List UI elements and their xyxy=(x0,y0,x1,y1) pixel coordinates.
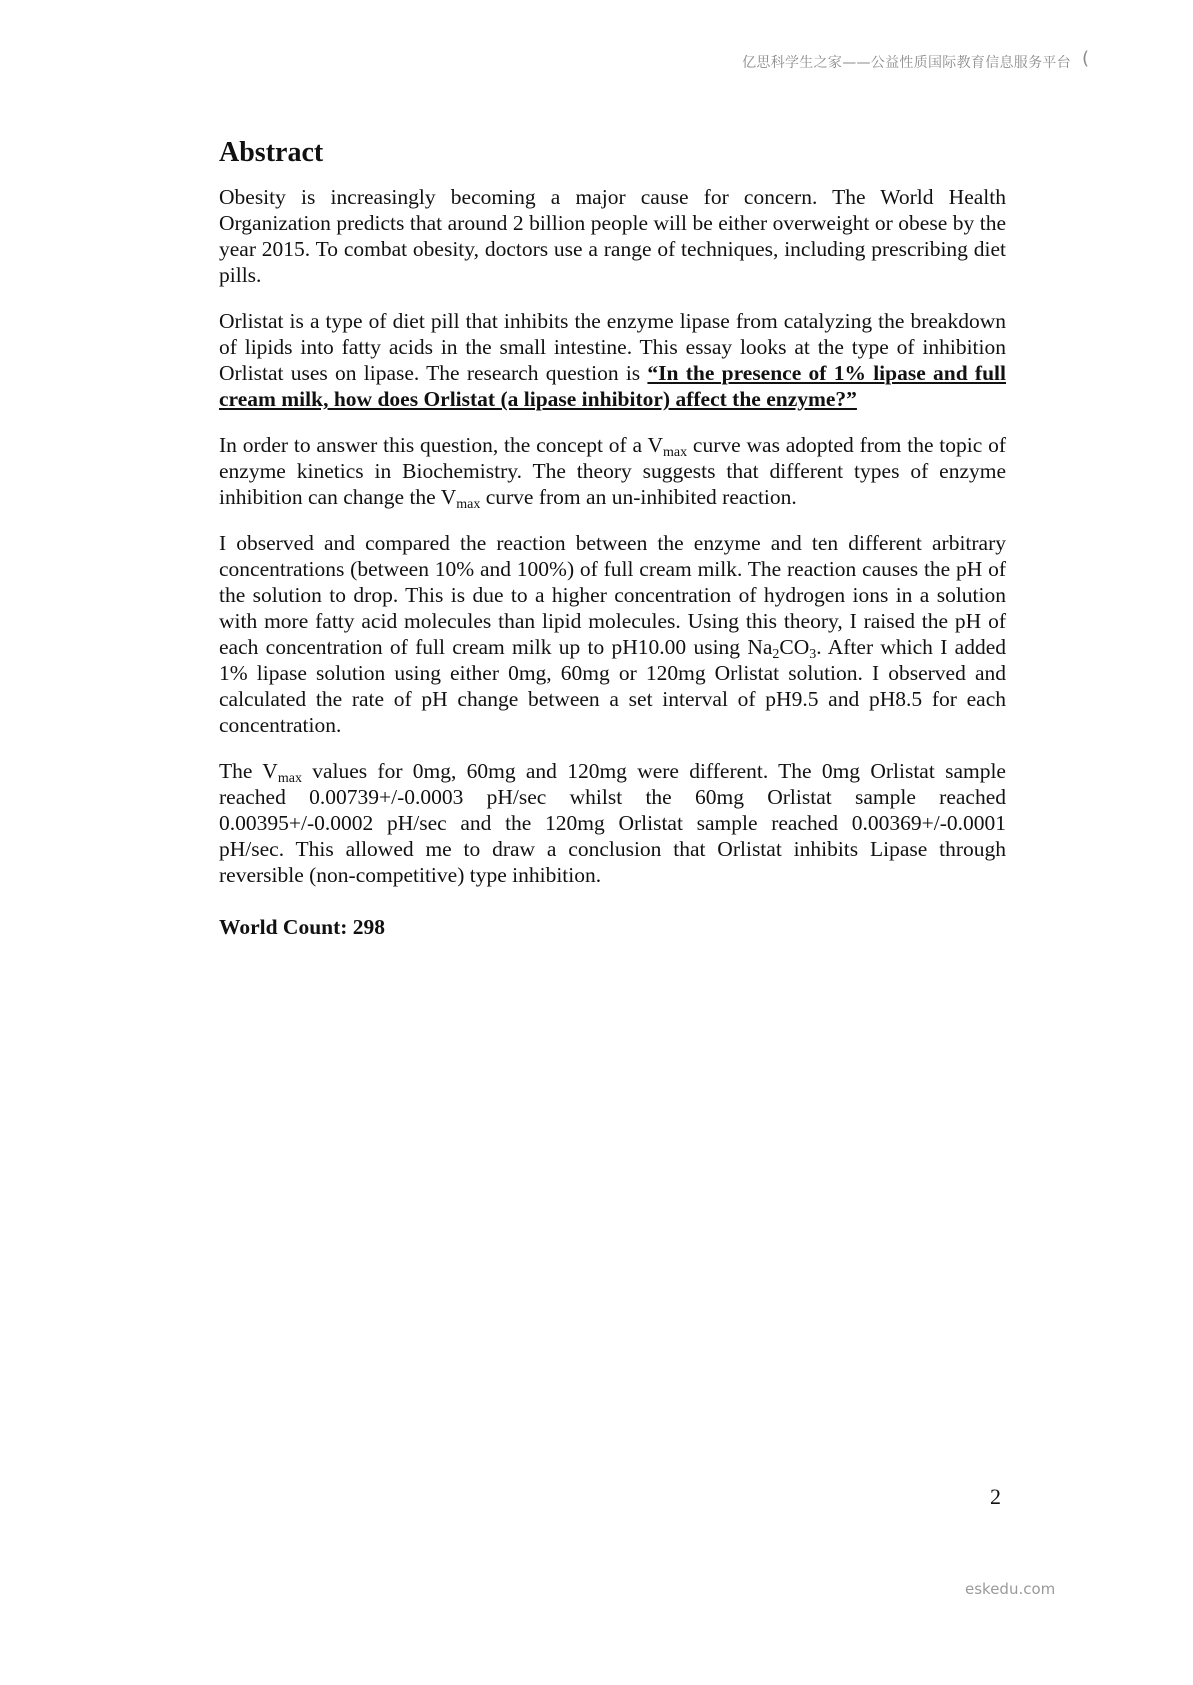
paragraph-method xyxy=(219,530,1006,738)
method-text-1: I observed and compared the reaction between the enzyme and ten different arbitrary concentrations (between 10% and 100%) of full cream milk. The reaction causes the pH of the solution to drop. This is due to a higher concentration of hydrogen ions in a solution with more fatty acid molecules than lipid molecules. Using this theory, I raised the pH of each concentration of full cream milk up to pH10.00 using Na xyxy=(219,531,1006,659)
method-text-co: CO xyxy=(779,635,810,659)
page-number: 2 xyxy=(990,1484,1001,1509)
paragraph-vmax-concept xyxy=(219,432,1006,510)
vmax-subscript-2: max xyxy=(456,497,481,512)
vmax-subscript-1: max xyxy=(663,445,688,460)
vmax-text-2: curve was adopted from the topic of enzyme kinetics in Biochemistry. The theory suggests that different types of enzyme inhibition can change the V xyxy=(219,433,1007,509)
abstract-heading: Abstract xyxy=(219,137,324,168)
paragraph-orlistat xyxy=(219,308,1006,412)
method-text-2: . After which I added 1% lipase solution using either 0mg, 60mg or 120mg Orlistat solution. I observed and calculated the rate of pH change between a set interval of pH9.5 and pH8.5 for each concentration. xyxy=(219,635,1006,737)
results-text-2: values for 0mg, 60mg and 120mg were different. The 0mg Orlistat sample reached 0.00739+/-0.0003 pH/sec whilst the 60mg Orlistat sample reached 0.00395+/-0.0002 pH/sec and the 120mg Orlistat sample reached 0.00369+/-0.0001 pH/sec. This allowed me to draw a conclusion that Orlistat inhibits Lipase through reversible (non-competitive) type inhibition. xyxy=(219,759,1006,887)
paragraph-orlistat-text: Orlistat is a type of diet pill that inhibits the enzyme lipase from catalyzing the breakdown of lipids into fatty acids in the small intestine. This essay looks at the type of inhibition Orlistat uses on lipase. The research question is xyxy=(219,309,1006,385)
co3-subscript: 3 xyxy=(809,647,817,662)
results-text-1: The V xyxy=(219,759,278,783)
vmax-text-3: curve from an un-inhibited reaction. xyxy=(480,485,797,509)
header-site-title: 亿思科学生之家——公益性质国际教育信息服务平台 xyxy=(742,55,1071,71)
na2-subscript: 2 xyxy=(772,647,780,662)
results-vmax-subscript: max xyxy=(277,771,302,786)
word-count: World Count: 298 xyxy=(219,915,386,939)
research-question: “In the presence of 1% lipase and full cream milk, how does Orlistat (a lipase inhibitor) affect the enzyme?” xyxy=(219,361,1006,411)
vmax-text-1: In order to answer this question, the concept of a V xyxy=(219,433,664,457)
footer-site: eskedu.com xyxy=(965,1580,1056,1598)
document-body xyxy=(219,136,1006,940)
paragraph-obesity: Obesity is increasingly becoming a major cause for concern. The World Health Organization predicts that around 2 billion people will be either overweight or obese by the year 2015. To combat obesity, doctors use a range of techniques, including prescribing diet pills. xyxy=(219,185,1006,287)
header-mark: ( xyxy=(1081,48,1089,69)
paragraph-results xyxy=(219,758,1006,888)
